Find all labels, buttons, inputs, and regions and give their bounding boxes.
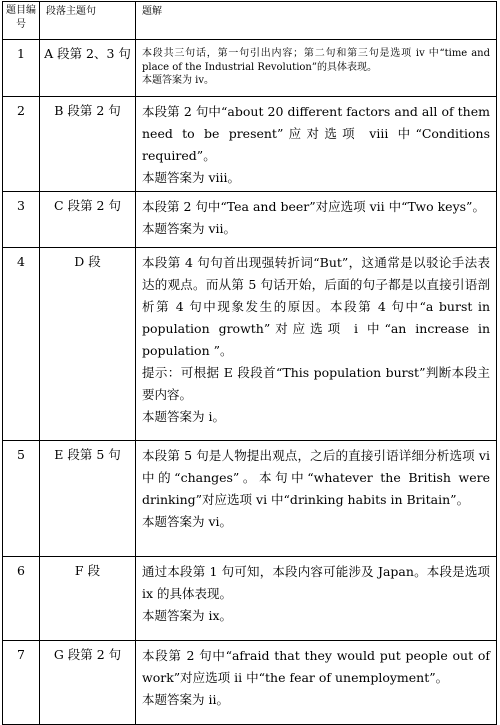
explanation-cell (136, 97, 497, 192)
topic-sentence-location: B 段第 2 句 (40, 97, 136, 192)
question-number: 2 (3, 97, 40, 192)
explanation-text: 本段第 2 句中“afraid that they would put people out of work”对应选项 ii 中“the fear of unemployment”。 (142, 648, 490, 685)
answer-text: 本题答案为 vii。 (142, 221, 237, 236)
explanation-cell (136, 557, 497, 641)
answer-text: 本题答案为 ii。 (142, 692, 229, 707)
answer-text: 本题答案为 i。 (142, 409, 225, 424)
explanation-text: 本段第 5 句是人物提出观点，之后的直接引语详细分析选项 vi 中的“changes”。本句中“whatever the British were drinking”对应选项 vi 中“drinking habits in Britain”。 (142, 448, 490, 507)
answer-table (2, 1, 497, 725)
question-number: 6 (3, 557, 40, 641)
explanation-text: 通过本段第 1 句可知，本段内容可能涉及 Japan。本段是选项 ix 的具体表现。 (142, 564, 490, 601)
explanation-text: 本段第 2 句中“about 20 different factors and all of them need to be present”应对选项 viii 中“Conditions required”。 (142, 104, 490, 163)
topic-sentence-location: A 段第 2、3 句 (40, 40, 136, 97)
table-row (3, 557, 497, 641)
topic-sentence-location: D 段 (40, 248, 136, 441)
explanation-text: 本段共三句话，第一句引出内容；第二句和第三句是选项 iv 中“time and place of the Industrial Revolution”的具体表现。 (142, 48, 490, 73)
explanation-cell (136, 641, 497, 725)
answer-text: 本题答案为 ix。 (142, 608, 233, 623)
topic-sentence-location: G 段第 2 句 (40, 641, 136, 725)
explanation-cell (136, 248, 497, 441)
topic-sentence-location: C 段第 2 句 (40, 192, 136, 248)
explanation-cell (136, 192, 497, 248)
header-topic-sentence: 段落主题句 (40, 2, 136, 40)
question-number: 3 (3, 192, 40, 248)
header-explanation: 题解 (136, 2, 497, 40)
answer-text: 本题答案为 iv。 (142, 75, 215, 86)
answer-text: 本题答案为 viii。 (142, 170, 241, 185)
explanation-text: 本段第 2 句中“Tea and beer”对应选项 vii 中“Two keys”。 (142, 199, 485, 214)
explanation-cell (136, 441, 497, 557)
table-row (3, 641, 497, 725)
header-question-number: 题目编号 (3, 2, 40, 40)
hint-text: 提示：可根据 E 段段首“This population burst”判断本段主要内容。 (142, 365, 490, 402)
table-header-row (3, 2, 497, 40)
question-number: 5 (3, 441, 40, 557)
question-number: 4 (3, 248, 40, 441)
question-number: 7 (3, 641, 40, 725)
question-number: 1 (3, 40, 40, 97)
table-row (3, 248, 497, 441)
table-row (3, 441, 497, 557)
answer-text: 本题答案为 vi。 (142, 514, 233, 529)
topic-sentence-location: E 段第 5 句 (40, 441, 136, 557)
explanation-text: 本段第 4 句句首出现强转折词“But”，这通常是以驳论手法表达的观点。而从第 5 句话开始，后面的句子都是以直接引语剖析第 4 句中现象发生的原因。本段第 4 句中“a burst in population growth”对应选项 i 中“an increase in population ”。 (142, 255, 490, 358)
answer-explanation-sheet (2, 1, 498, 725)
explanation-cell (136, 40, 497, 97)
table-row (3, 192, 497, 248)
table-row (3, 97, 497, 192)
topic-sentence-location: F 段 (40, 557, 136, 641)
table-row (3, 40, 497, 97)
